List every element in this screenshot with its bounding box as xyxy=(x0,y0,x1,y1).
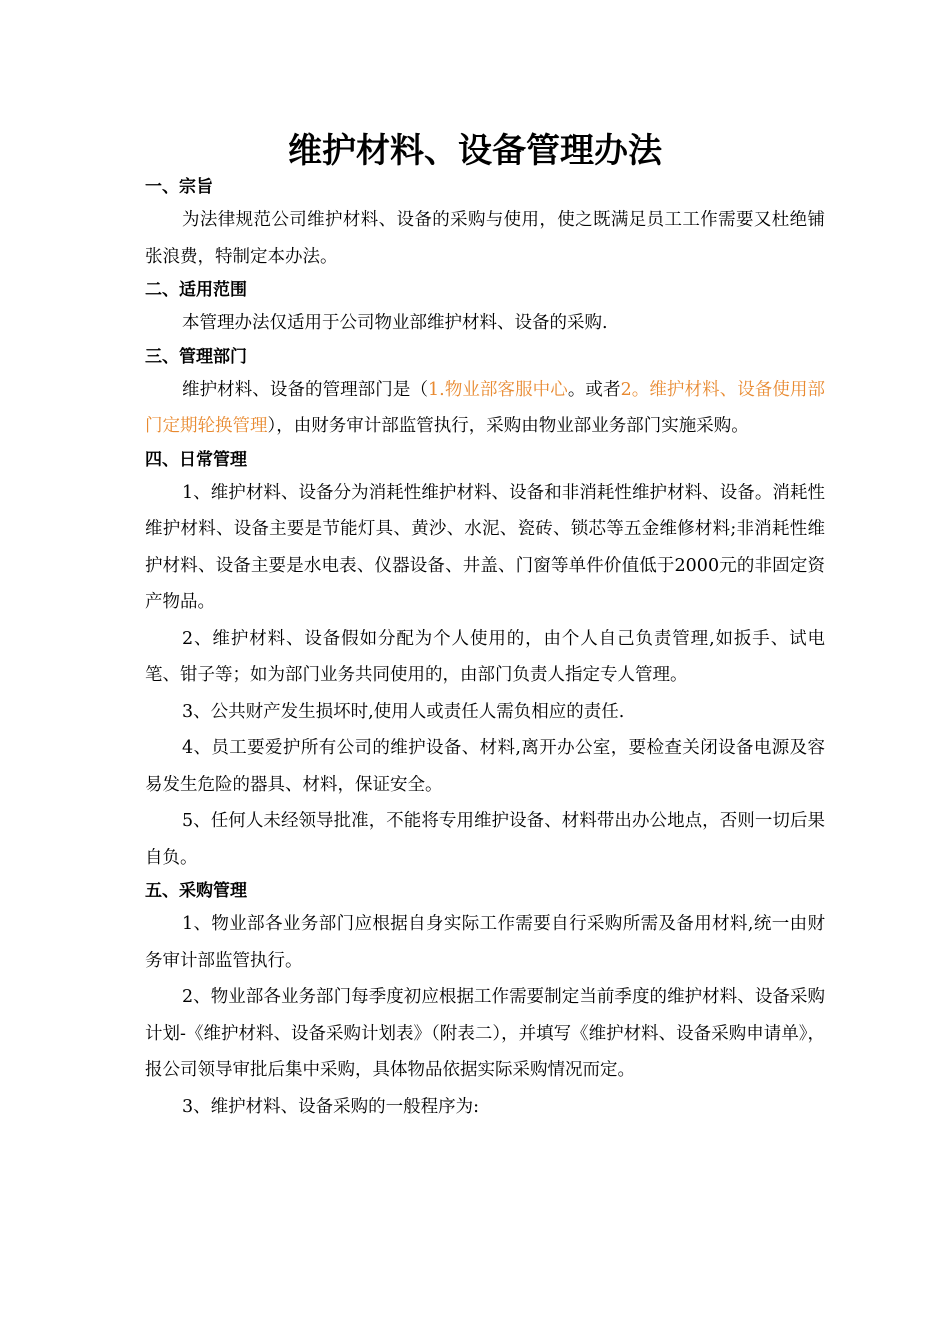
section-heading-scope: 二、适用范围 xyxy=(145,280,247,300)
section-paragraph: 3、维护材料、设备采购的一般程序为: xyxy=(182,1096,480,1117)
highlighted-option-1: 1.物业部客服中心 xyxy=(428,379,568,400)
document-body xyxy=(145,172,825,1125)
highlighted-option-2: 2。维护材料、设备使用部门定期轮换管理 xyxy=(145,379,826,436)
section-heading-purpose: 一、宗旨 xyxy=(145,177,213,197)
section-heading-management-dept: 三、管理部门 xyxy=(145,346,247,367)
section-paragraph: 5、任何人未经领导批准，不能将专用维护设备、材料带出办公地点，否则一切后果自负。 xyxy=(145,811,825,868)
page-title: 维护材料、设备管理办法 xyxy=(288,131,662,171)
section-paragraph: 1、维护材料、设备分为消耗性维护材料、设备和非消耗性维护材料、设备。消耗性维护材料、设备主要是节能灯具、黄沙、水泥、瓷砖、锁芯等五金维修材料;非消耗性维护材料、设备主要是水电表、仪器设备、井盖、门窗等单件价值低于2000元的非固定资产物品。 xyxy=(145,482,825,612)
text-segment: ），由财务审计部监管执行，采购由物业部业务部门实施采购。 xyxy=(267,416,749,436)
section-paragraph: 2、物业部各业务部门每季度初应根据工作需要制定当前季度的维护材料、设备采购计划-《维护材料、设备采购计划表》（附表二），并填写《维护材料、设备采购申请单》，报公司领导审批后集中采购，具体物品依据实际采购情况而定。 xyxy=(145,987,825,1080)
section-paragraph: 1、物业部各业务部门应根据自身实际工作需要自行采购所需及备用材料,统一由财务审计部监管执行。 xyxy=(145,914,825,971)
section-paragraph: 2、维护材料、设备假如分配为个人使用的，由个人自己负责管理,如扳手、试电笔、钳子等；如为部门业务共同使用的，由部门负责人指定专人管理。 xyxy=(145,628,825,685)
section-paragraph: 为法律规范公司维护材料、设备的采购与使用，使之既满足员工工作需要又杜绝铺张浪费，特制定本办法。 xyxy=(145,210,825,267)
section-heading-daily-management: 四、日常管理 xyxy=(145,449,247,470)
section-paragraph: 4、员工要爱护所有公司的维护设备、材料,离开办公室，要检查关闭设备电源及容易发生危险的器具、材料，保证安全。 xyxy=(145,738,825,795)
text-segment: 维护材料、设备的管理部门是（ xyxy=(182,379,429,400)
management-dept-paragraph xyxy=(145,372,825,445)
text-segment: 。或者 xyxy=(567,379,621,400)
section-paragraph: 本管理办法仅适用于公司物业部维护材料、设备的采购. xyxy=(182,313,608,333)
section-heading-procurement: 五、采购管理 xyxy=(145,881,247,901)
section-paragraph: 3、公共财产发生损坏时,使用人或责任人需负相应的责任. xyxy=(182,701,625,722)
